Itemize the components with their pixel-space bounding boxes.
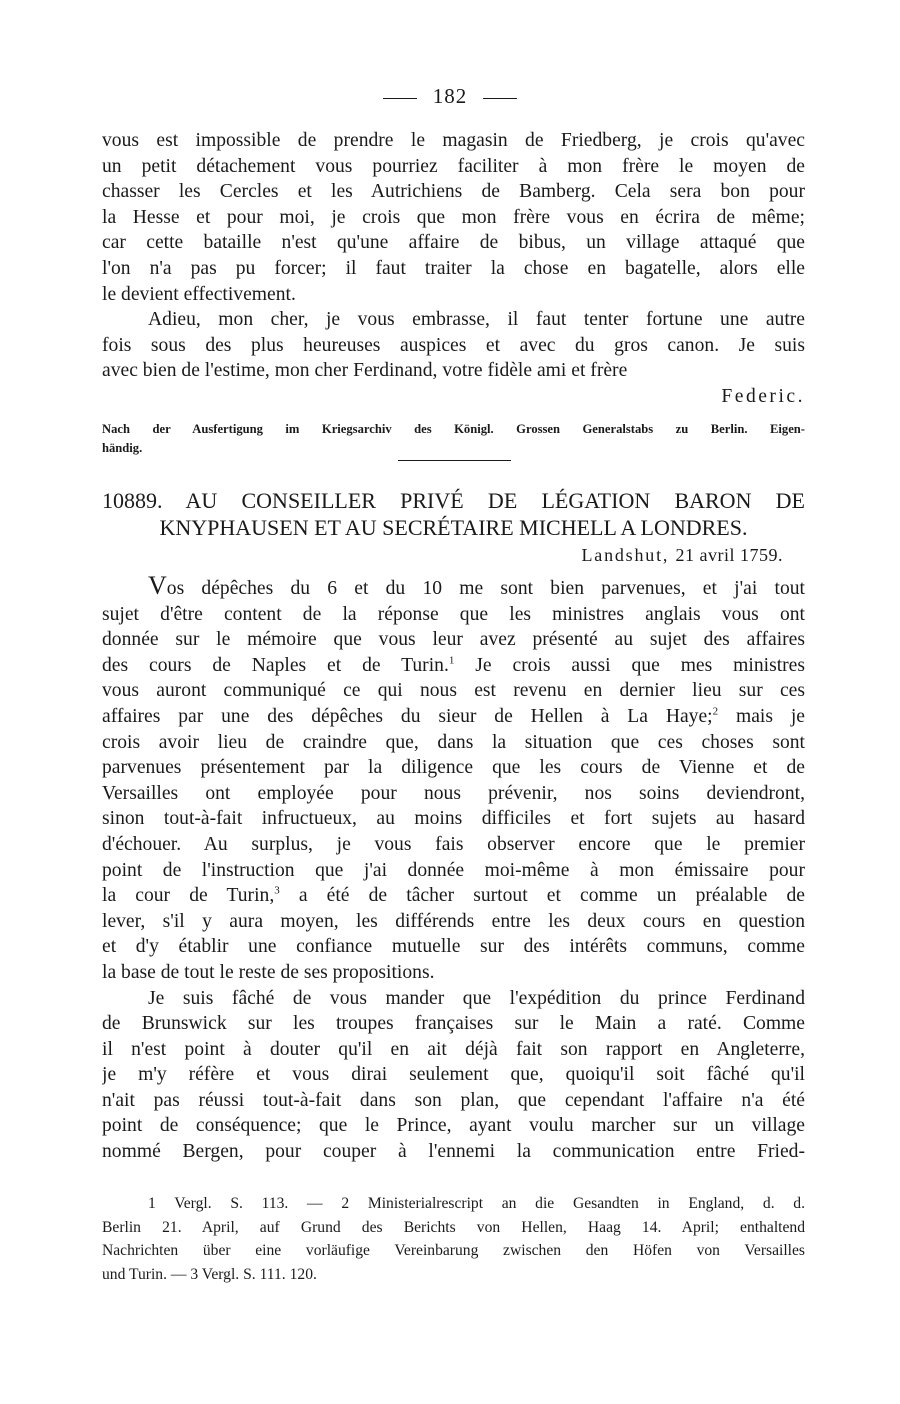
section-divider [398, 460, 511, 461]
text-line: et d'y établir une confiance mutuelle sur des intérêts communs, comme [102, 936, 805, 958]
text-line: chasser les Cercles et les Autrichiens de Bamberg. Cela sera bon pour [102, 181, 805, 203]
date: 21 avril 1759. [675, 545, 783, 565]
footnote-line: Nachrichten über eine vorläufige Vereinbarung zwischen den Höfen von Versailles [102, 1242, 805, 1259]
text-line: parvenues présentement par la diligence que les cours de Vienne et de [102, 757, 805, 779]
letter-body [102, 576, 805, 1165]
text-line: avec bien de l'estime, mon cher Ferdinand, votre fidèle ami et frère [102, 360, 628, 382]
text-line: sinon tout-à-fait infructueux, au moins difficiles et fort sujets au hasard [102, 808, 805, 830]
text-line: donnée sur le mémoire que vous leur avez présenté au sujet des affaires [102, 629, 805, 651]
text-line: nommé Bergen, pour couper à l'ennemi la communication entre Fried- [102, 1141, 805, 1163]
dateline [102, 545, 783, 566]
text-line: crois avoir lieu de craindre que, dans la situation que ces choses sont [102, 731, 805, 753]
text-line: la Hesse et pour moi, je crois que mon frère vous en écrira de même; [102, 206, 805, 228]
source-note-line: händig. [102, 441, 143, 455]
text-line: le devient effectivement. [102, 283, 296, 305]
text-line: Adieu, mon cher, je vous embrasse, il faut tenter fortune une autre [148, 309, 805, 331]
text-line: sujet d'être content de la réponse que les ministres anglais vous ont [102, 603, 805, 625]
signature-line [102, 384, 805, 410]
text-line: fois sous des plus heureuses auspices et avec du gros canon. Je suis [102, 334, 805, 356]
text-line: point de l'instruction que j'ai donnée moi-même à mon émissaire pour [102, 859, 805, 881]
footnote-line: 1 Vergl. S. 113. — 2 Ministerialrescript an die Gesandten in England, d. d. [148, 1195, 805, 1212]
text-line: je m'y réfère et vous dirai seulement que, quoiqu'il soit fâché qu'il [102, 1064, 805, 1086]
text-line: la base de tout le reste de ses propositions. [102, 961, 435, 983]
place: Landshut, [581, 545, 670, 565]
text-line: Je suis fâché de vous mander que l'expédition du prince Ferdinand [148, 987, 805, 1009]
text-line: car cette bataille n'est qu'une affaire de bibus, un village attaqué que [102, 232, 805, 254]
footnote-line: und Turin. — 3 Vergl. S. 111. 120. [102, 1265, 317, 1283]
text-line: d'échouer. Au surplus, je vous fais observer encore que le premier [102, 833, 805, 855]
footnote-ref: 3 [274, 884, 280, 897]
page-number-rule-left [383, 98, 417, 99]
text-line: vous est impossible de prendre le magasin de Friedberg, je crois qu'avec [102, 130, 805, 151]
text-line: Versailles ont employée pour nous prévenir, nos soins deviendront, [102, 782, 805, 804]
source-note-line: Nach der Ausfertigung im Kriegsarchiv des Königl. Grossen Generalstabs zu Berlin. Eigen- [102, 422, 805, 436]
text-line: n'ait pas réussi tout-à-fait dans son plan, que cependant l'affaire n'a été [102, 1089, 805, 1111]
text-line: l'on n'a pas pu forcer; il faut traiter la chose en bagatelle, alors elle [102, 257, 805, 279]
page-number-rule-right [483, 98, 517, 99]
text-line: affaires par une des dépêches du sieur de Hellen à La Haye;$^2$ mais je [102, 705, 805, 727]
text-line: des cours de Naples et de Turin.$^1$ Je crois aussi que mes ministres [102, 654, 805, 676]
text-line: point de conséquence; que le Prince, ayant voulu marcher sur un village [102, 1115, 805, 1137]
text-line: Vos dépêches du 6 et du 10 me sont bien parvenues, et j'ai tout [102, 576, 805, 602]
text-line: il n'est point à douter qu'il en ait déjà fait son rapport en Angleterre, [102, 1038, 805, 1060]
footnote-ref: 1 [448, 654, 455, 667]
page-number: 182 [0, 84, 900, 109]
letter-heading-line: KNYPHAUSEN ET AU SECRÉTAIRE MICHELL A LONDRES. [159, 515, 748, 540]
letter-heading-line: 10889. AU CONSEILLER PRIVÉ DE LÉGATION BARON DE [102, 488, 805, 513]
signature: Federic. [721, 385, 805, 407]
text-line: vous auront communiqué ce qui nous est revenu en dernier lieu sur ces [102, 680, 805, 702]
text-line: la cour de Turin,$^3$ a été de tâcher surtout et comme un préalable de [102, 884, 805, 907]
text-line: lever, s'il y aura moyen, les différends entre les deux cours en question [102, 910, 805, 932]
footnotes [102, 1192, 805, 1286]
footnote-ref: 2 [712, 705, 719, 718]
text-line: un petit détachement vous pourriez faciliter à mon frère le moyen de [102, 155, 805, 177]
initial-letter: V [148, 576, 167, 600]
text-line: de Brunswick sur les troupes françaises sur le Main a raté. Comme [102, 1013, 805, 1035]
source-note [102, 420, 805, 458]
footnote-line: Berlin 21. April, auf Grund des Berichts von Hellen, Haag 14. April; enthaltend [102, 1218, 805, 1236]
previous-letter-ending [102, 128, 805, 410]
letter-heading [102, 487, 805, 541]
